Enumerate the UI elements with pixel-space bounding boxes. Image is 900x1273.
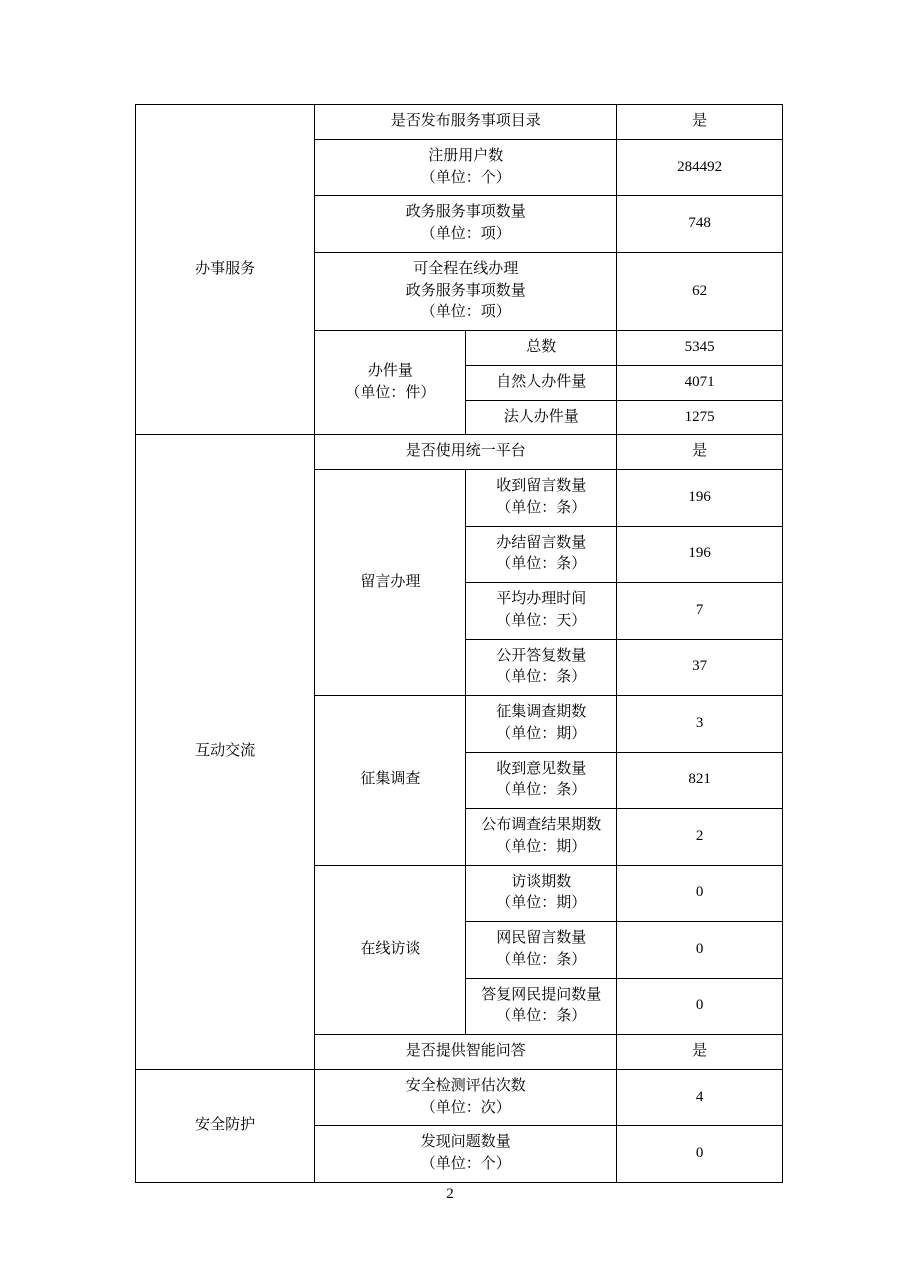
row-value: 0 — [617, 865, 783, 922]
row-label — [315, 1126, 617, 1183]
row-label-line1: 可全程在线办理 — [413, 260, 519, 277]
row-sublabel — [466, 639, 617, 696]
row-label-unit: （单位：项） — [420, 226, 511, 242]
row-label-text: 办件量 — [367, 362, 413, 379]
row-sublabel-text: 收到意见数量 — [496, 760, 587, 777]
row-label: 是否使用统一平台 — [315, 435, 617, 470]
row-sublabel: 自然人办件量 — [466, 365, 617, 400]
row-sublabel-unit: （单位：条） — [496, 669, 587, 686]
row-sublabel-text: 公布调查结果期数 — [481, 817, 602, 833]
row-sublabel-text: 访谈期数 — [511, 873, 572, 890]
row-sublabel — [466, 470, 617, 527]
row-value: 196 — [617, 526, 783, 583]
row-value: 是 — [617, 105, 783, 140]
row-sublabel — [466, 583, 617, 640]
row-sublabel-unit: （单位：天） — [496, 612, 587, 629]
row-value: 5345 — [617, 331, 783, 366]
row-sublabel-text: 征集调查期数 — [496, 704, 587, 720]
row-value: 37 — [617, 639, 783, 696]
statistics-table — [135, 104, 783, 1183]
row-value: 是 — [617, 1035, 783, 1070]
row-label-text: 政务服务事项数量 — [405, 204, 526, 221]
row-sublabel-text: 答复网民提问数量 — [481, 986, 602, 1003]
row-label: 征集调查 — [315, 696, 466, 866]
row-sublabel-text: 网民留言数量 — [496, 930, 587, 946]
table-row — [136, 105, 783, 140]
row-sublabel-unit: （单位：条） — [496, 1008, 587, 1025]
row-value: 284492 — [617, 139, 783, 196]
row-label-unit: （单位：个） — [420, 169, 511, 186]
category-cell-security: 安全防护 — [136, 1069, 315, 1182]
row-sublabel-unit: （单位：条） — [496, 951, 587, 968]
row-value: 是 — [617, 435, 783, 470]
row-label — [315, 139, 617, 196]
row-value: 3 — [617, 696, 783, 753]
row-sublabel-text: 公开答复数量 — [496, 647, 587, 664]
row-label-unit: （单位：项） — [420, 304, 511, 321]
category-cell-service: 办事服务 — [136, 105, 315, 435]
row-value: 0 — [617, 1126, 783, 1183]
row-sublabel-unit: （单位：期） — [496, 838, 587, 855]
row-sublabel-unit: （单位：条） — [496, 782, 587, 799]
row-label — [315, 1069, 617, 1126]
row-sublabel-unit: （单位：条） — [496, 499, 587, 516]
row-value: 0 — [617, 978, 783, 1035]
row-label-text: 注册用户数 — [428, 147, 504, 164]
category-cell-interaction: 互动交流 — [136, 435, 315, 1070]
row-value: 4071 — [617, 365, 783, 400]
row-sublabel — [466, 865, 617, 922]
row-label: 留言办理 — [315, 470, 466, 696]
row-value: 2 — [617, 809, 783, 866]
table-row — [136, 435, 783, 470]
row-label-text: 安全检测评估次数 — [405, 1077, 526, 1094]
row-value: 821 — [617, 752, 783, 809]
row-sublabel-text: 办结留言数量 — [496, 534, 587, 551]
row-sublabel-text: 平均办理时间 — [496, 591, 587, 607]
row-label-text: 发现问题数量 — [420, 1134, 511, 1151]
row-sublabel — [466, 696, 617, 753]
row-sublabel-unit: （单位：期） — [496, 725, 587, 742]
statistics-table-container — [135, 104, 783, 1183]
row-value: 748 — [617, 196, 783, 253]
table-row — [136, 1069, 783, 1126]
row-label-unit: （单位：件） — [345, 384, 436, 401]
row-label — [315, 252, 617, 330]
row-value: 7 — [617, 583, 783, 640]
row-label-unit: （单位：次） — [420, 1099, 511, 1116]
row-sublabel-unit: （单位：期） — [496, 895, 587, 912]
row-sublabel — [466, 526, 617, 583]
row-value: 0 — [617, 922, 783, 979]
row-label-unit: （单位：个） — [420, 1156, 511, 1172]
row-sublabel — [466, 752, 617, 809]
row-sublabel: 总数 — [466, 331, 617, 366]
row-value: 4 — [617, 1069, 783, 1126]
row-sublabel — [466, 978, 617, 1035]
page-number: 2 — [446, 1186, 454, 1202]
row-value: 62 — [617, 252, 783, 330]
row-sublabel-unit: （单位：条） — [496, 556, 587, 573]
row-label: 是否提供智能问答 — [315, 1035, 617, 1070]
row-value: 196 — [617, 470, 783, 527]
row-value: 1275 — [617, 400, 783, 435]
row-label: 在线访谈 — [315, 865, 466, 1035]
row-label — [315, 196, 617, 253]
row-sublabel — [466, 809, 617, 866]
row-label — [315, 331, 466, 435]
row-label: 是否发布服务事项目录 — [315, 105, 617, 140]
row-label-line2: 政务服务事项数量 — [405, 282, 526, 299]
row-sublabel-text: 收到留言数量 — [496, 478, 587, 494]
row-sublabel — [466, 922, 617, 979]
row-sublabel: 法人办件量 — [466, 400, 617, 435]
